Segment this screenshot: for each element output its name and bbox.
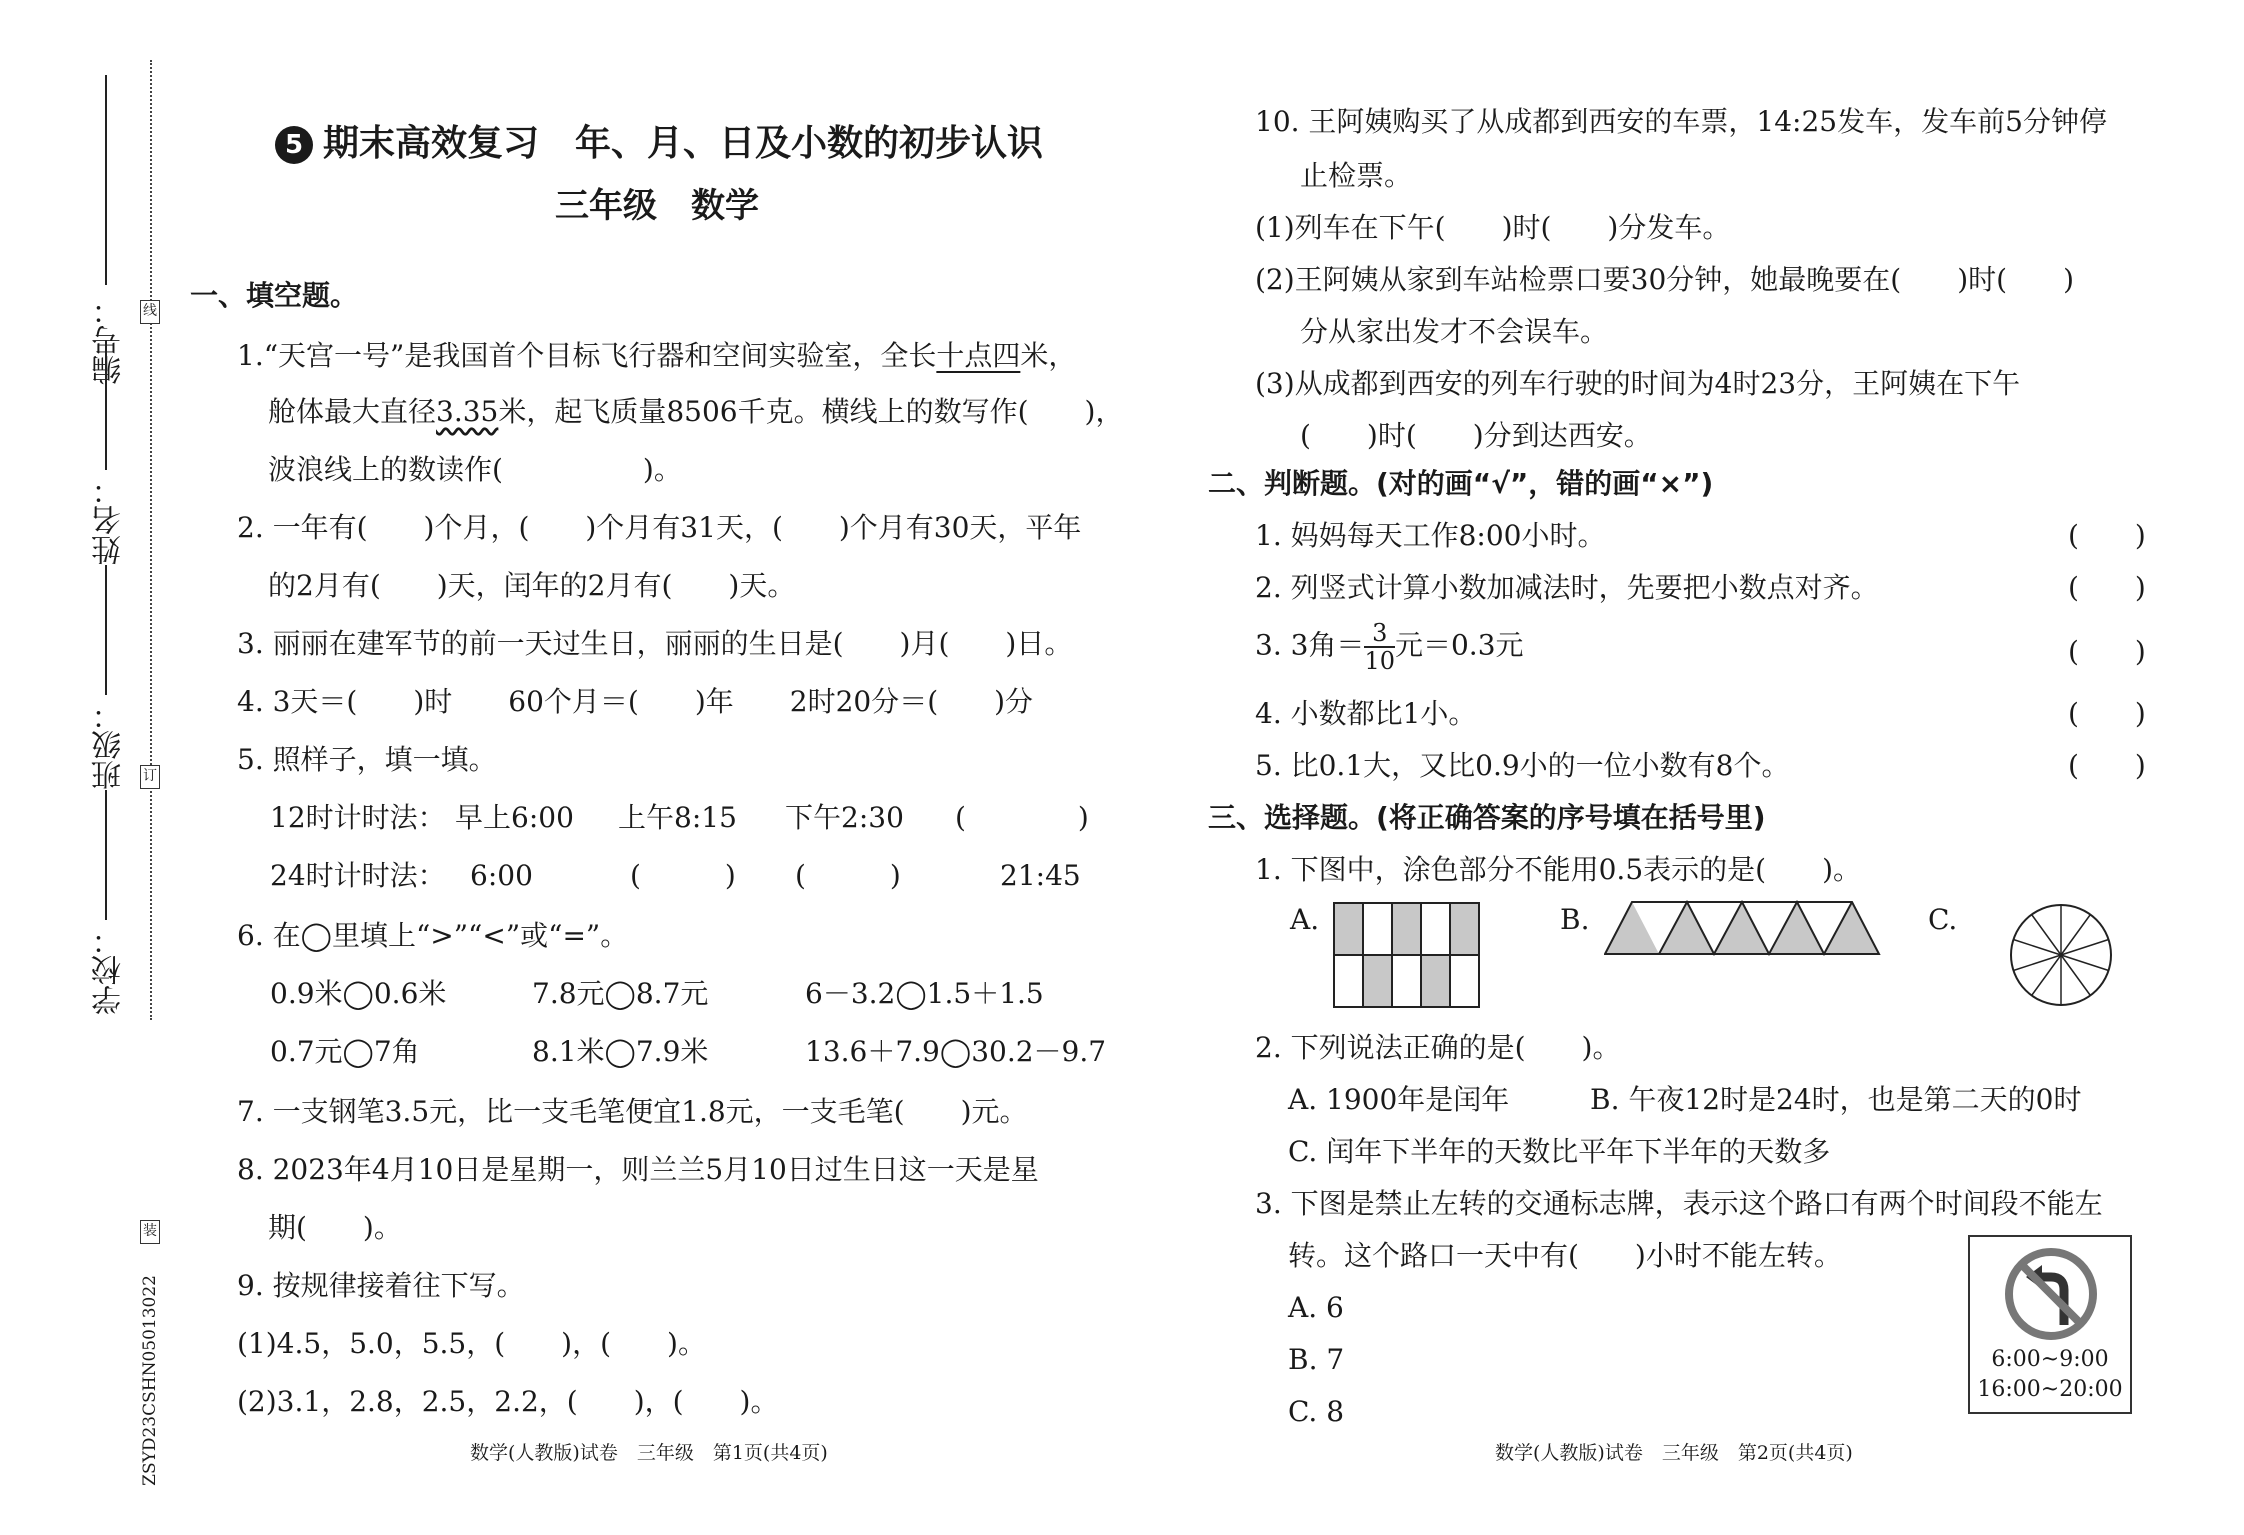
binding-square-ding: 订 <box>140 765 160 789</box>
q2-line1: 2. 一年有( )个月，( )个月有31天，( )个月有30天，平年 <box>237 511 1082 544</box>
judge-item-1: 1. 妈妈每天工作8:00小时。 <box>1255 519 1606 552</box>
q10-2-line2: 分从家出发才不会误车。 <box>1300 315 1609 348</box>
no-left-turn-icon <box>2002 1245 2100 1343</box>
q8-line2: 期( )。 <box>268 1211 402 1244</box>
q9: 9. 按规律接着往下写。 <box>237 1269 525 1302</box>
judge-item-3: 3. 3角＝ $\frac{3}{10}$ 元＝0.3元 <box>1255 619 1524 675</box>
q8-line1: 8. 2023年4月10日是星期一，则兰兰5月10日过生日这一天是星 <box>237 1153 1039 1186</box>
figure-b-triangles <box>1604 900 1888 956</box>
section1-heading: 一、填空题。 <box>190 279 359 312</box>
choice-q2-c: C. 闰年下半年的天数比平年下半年的天数多 <box>1288 1135 1831 1168</box>
q10-line1: 10. 王阿姨购买了从成都到西安的车票，14:25发车，发车前5分钟停 <box>1255 105 2107 138</box>
judge-item-2: 2. 列竖式计算小数加减法时，先要把小数点对齐。 <box>1255 571 1879 604</box>
choice-q2: 2. 下列说法正确的是( )。 <box>1255 1031 1621 1064</box>
q6-item: 0.7元◯7角 <box>270 1035 420 1068</box>
q10-3-line2: ( )时( )分到达西安。 <box>1300 419 1652 452</box>
option-a-label: A. <box>1290 903 1320 936</box>
q1-line3: 波浪线上的数读作( )。 <box>268 453 682 486</box>
paper-code: ZSYD23CSHN05013022 <box>140 1275 160 1486</box>
q10-1: (1)列车在下午( )时( )分发车。 <box>1255 211 1731 244</box>
judge-item-5: 5. 比0.1大，又比0.9小的一位小数有8个。 <box>1255 749 1790 782</box>
page-title-row <box>275 115 1043 166</box>
binding-line <box>105 340 107 470</box>
traffic-sign <box>1968 1235 2132 1414</box>
q10-3-line1: (3)从成都到西安的列车行驶的时间为4时23分，王阿姨在下午 <box>1255 367 2021 400</box>
judge-item-4: 4. 小数都比1小。 <box>1255 697 1477 730</box>
judge-paren: ( ) <box>2068 571 2146 604</box>
choice-q3-line1: 3. 下图是禁止左转的交通标志牌，表示这个路口有两个时间段不能左 <box>1255 1187 2103 1220</box>
choice-q2-a: A. 1900年是闰年 <box>1288 1083 1510 1116</box>
choice-q3-b: B. 7 <box>1288 1343 1345 1376</box>
q5-24h-item: ( ) <box>795 859 901 892</box>
label-school: 学校： <box>92 925 127 1015</box>
binding-square-line: 线 <box>140 300 160 324</box>
q6-item: 8.1米◯7.9米 <box>532 1035 709 1068</box>
q5-12h-item: ( ) <box>955 801 1089 834</box>
q6-item: 6－3.2◯1.5＋1.5 <box>805 977 1044 1010</box>
fraction: $\frac{3}{10}$ <box>1364 619 1395 675</box>
sign-time-2: 16:00~20:00 <box>1977 1377 2123 1402</box>
q5-24h-label: 24时计时法： <box>270 859 446 892</box>
underlined-number: 十点四 <box>936 339 1021 372</box>
judge-paren: ( ) <box>2068 697 2146 730</box>
q6: 6. 在◯里填上“>”“<”或“=”。 <box>237 919 629 952</box>
grid-cell <box>1363 955 1392 1007</box>
choice-q1: 1. 下图中，涂色部分不能用0.5表示的是( )。 <box>1255 853 1861 886</box>
option-b-label: B. <box>1560 903 1590 936</box>
q4: 4. 3天＝( )时 60个月＝( )年 2时20分＝( )分 <box>237 685 1034 718</box>
cut-line <box>150 60 152 1020</box>
q5-12h-label: 12时计时法： <box>270 801 446 834</box>
q1-line1: 1.“天宫一号”是我国首个目标飞行器和空间实验室，全长十点四米， <box>237 339 1077 372</box>
q6-item: 7.8元◯8.7元 <box>532 977 709 1010</box>
wavy-number: 3.35 <box>436 395 499 428</box>
q6-item: 13.6＋7.9◯30.2－9.7 <box>805 1035 1107 1068</box>
number-badge: 5 <box>275 126 313 164</box>
q10-2-line1: (2)王阿姨从家到车站检票口要30分钟，她最晚要在( )时( ) <box>1255 263 2074 296</box>
binding-line <box>105 75 107 285</box>
label-name: 姓名： <box>92 475 127 565</box>
section3-heading: 三、选择题。(将正确答案的序号填在括号里) <box>1208 801 1766 834</box>
footer-right: 数学(人教版)试卷 三年级 第2页(共4页) <box>1495 1442 1853 1464</box>
binding-line <box>105 565 107 695</box>
judge-paren: ( ) <box>2068 749 2146 782</box>
q5-24h-item: 6:00 <box>470 859 533 892</box>
judge-paren: ( ) <box>2068 519 2146 552</box>
grid-cell <box>1334 903 1363 955</box>
binding-line <box>105 790 107 920</box>
figure-c-circle <box>2008 902 2114 1008</box>
label-class: 班级： <box>92 700 127 790</box>
grid-cell <box>1421 955 1450 1007</box>
figure-a-grid <box>1333 902 1483 1008</box>
q5-12h-item: 上午8:15 <box>618 801 737 834</box>
page-title: 期末高效复习 年、月、日及小数的初步认识 <box>323 123 1044 164</box>
choice-q3-a: A. 6 <box>1288 1291 1344 1324</box>
choice-q2-b: B. 午夜12时是24时，也是第二天的0时 <box>1590 1083 2082 1116</box>
grid-cell <box>1392 903 1421 955</box>
judge-paren: ( ) <box>2068 635 2146 668</box>
section2-heading: 二、判断题。(对的画“√”，错的画“×”) <box>1208 467 1714 500</box>
label-id: 编号： <box>92 295 127 385</box>
q5: 5. 照样子，填一填。 <box>237 743 497 776</box>
option-c-label: C. <box>1928 903 1958 936</box>
q9-1: (1)4.5，5.0，5.5，( )，( )。 <box>237 1327 706 1360</box>
choice-q3-line2: 转。这个路口一天中有( )小时不能左转。 <box>1288 1239 1842 1272</box>
q1-line2: 舱体最大直径3.35米，起飞质量8506千克。横线上的数写作( )， <box>268 395 1124 428</box>
page-subtitle: 三年级 数学 <box>555 186 759 226</box>
q5-12h-item: 早上6:00 <box>455 801 574 834</box>
binding-square-zhuang: 装 <box>140 1220 160 1244</box>
q10-line2: 止检票。 <box>1300 159 1413 192</box>
q5-24h-item: 21:45 <box>1000 859 1081 892</box>
footer-left: 数学(人教版)试卷 三年级 第1页(共4页) <box>470 1442 828 1464</box>
q5-24h-item: ( ) <box>630 859 736 892</box>
sign-time-1: 6:00~9:00 <box>1991 1347 2109 1372</box>
q7: 7. 一支钢笔3.5元，比一支毛笔便宜1.8元，一支毛笔( )元。 <box>237 1095 1028 1128</box>
grid-cell <box>1450 903 1479 955</box>
q2-line2: 的2月有( )天，闰年的2月有( )天。 <box>268 569 796 602</box>
q6-item: 0.9米◯0.6米 <box>270 977 447 1010</box>
q5-12h-item: 下午2:30 <box>785 801 904 834</box>
choice-q3-c: C. 8 <box>1288 1395 1345 1428</box>
q3: 3. 丽丽在建军节的前一天过生日，丽丽的生日是( )月( )日。 <box>237 627 1073 660</box>
q9-2: (2)3.1，2.8，2.5，2.2，( )，( )。 <box>237 1385 779 1418</box>
